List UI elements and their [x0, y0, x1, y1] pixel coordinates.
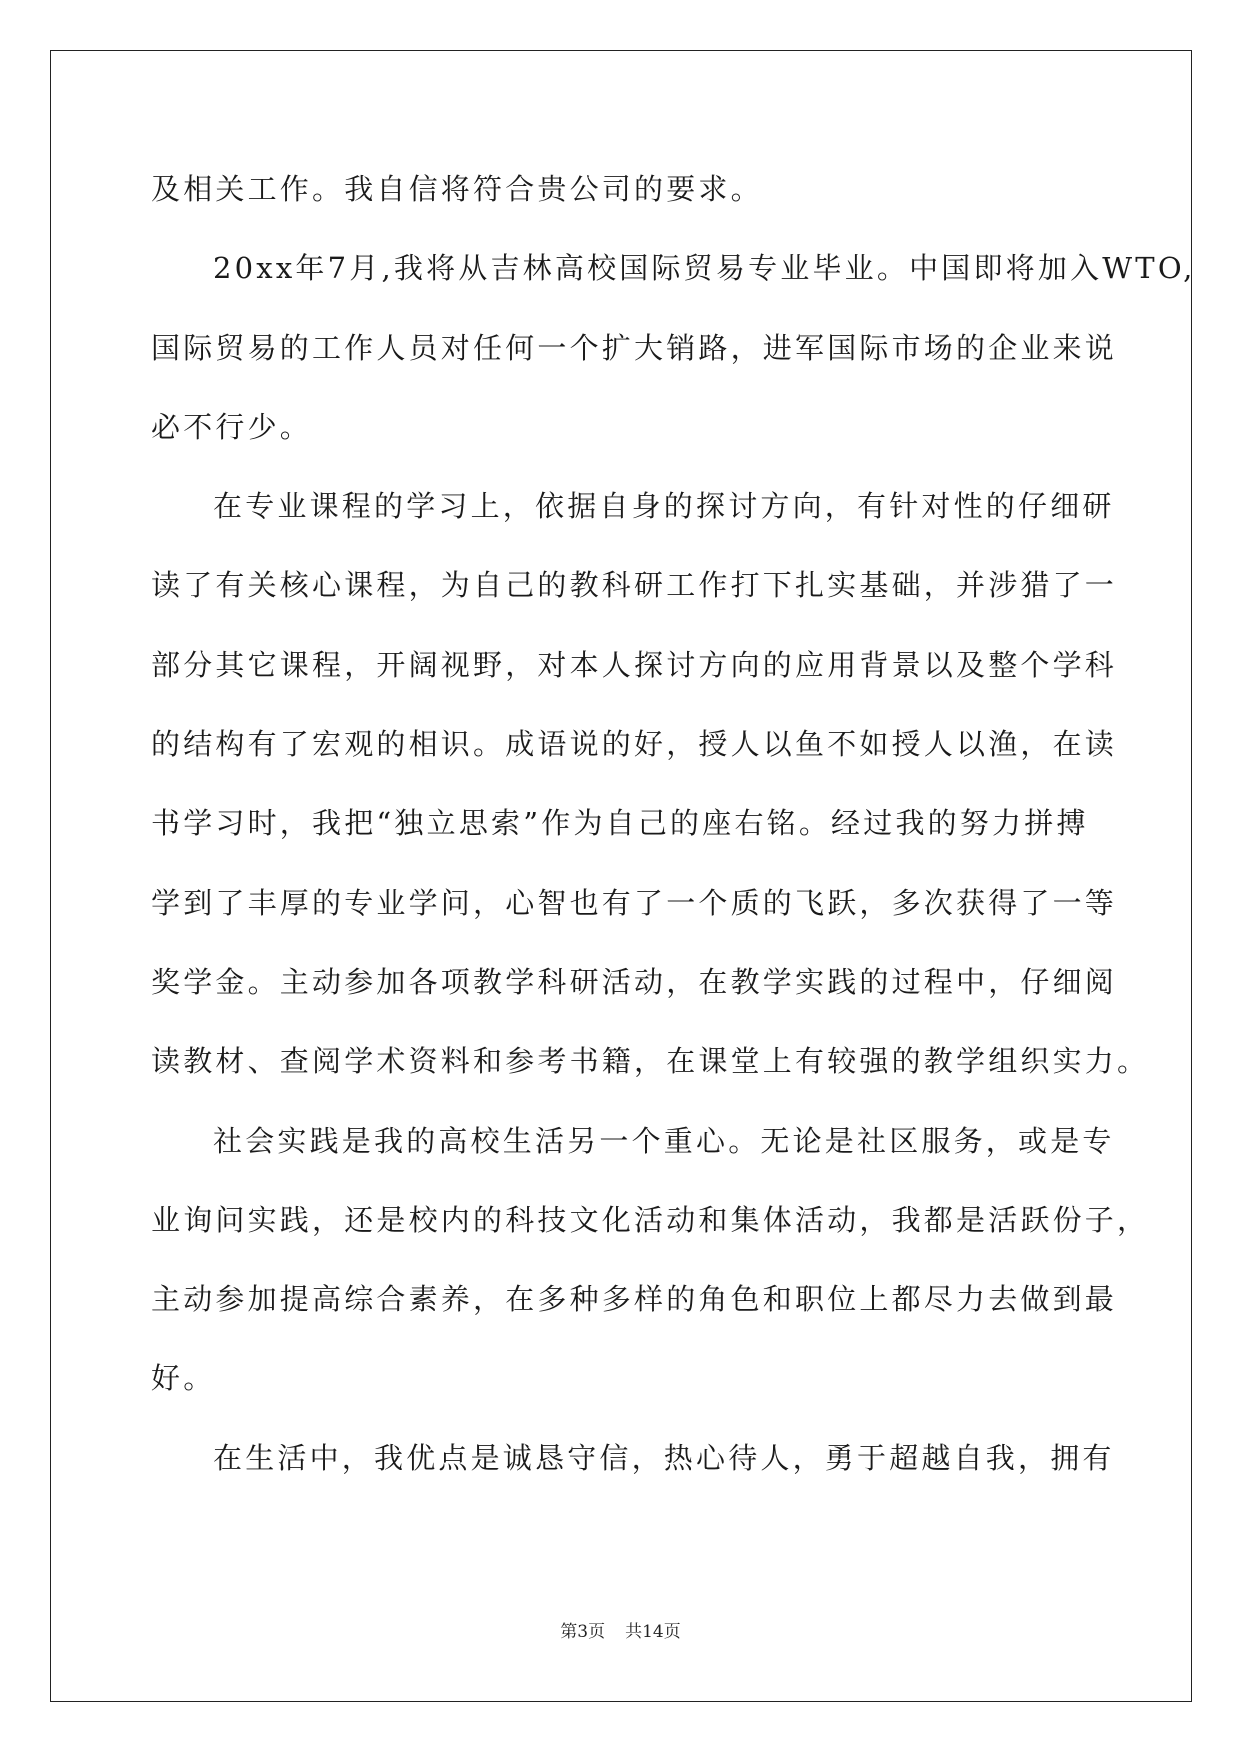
text-line: 必不行少。: [151, 409, 313, 444]
text-line: 在生活中，我优点是诚恳守信，热心待人，勇于超越自我，拥有: [213, 1440, 1115, 1475]
text-line: 20xx年7月,我将从吉林高校国际贸易专业毕业。中国即将加入WTO,: [213, 251, 1196, 286]
text-line: 学到了丰厚的专业学问，心智也有了一个质的飞跃，多次获得了一等: [151, 885, 1118, 920]
page-footer: [0, 1617, 1241, 1642]
current-page-label: 第3页: [560, 1622, 606, 1642]
text-line: 业询问实践，还是校内的科技文化活动和集体活动，我都是活跃份子，: [151, 1202, 1150, 1237]
text-line: 奖学金。主动参加各项教学科研活动，在教学实践的过程中，仔细阅: [151, 964, 1118, 999]
text-line: 社会实践是我的高校生活另一个重心。无论是社区服务，或是专: [213, 1123, 1115, 1158]
text-line: 国际贸易的工作人员对任何一个扩大销路，进军国际市场的企业来说: [151, 330, 1118, 365]
document-body: [151, 150, 1196, 1498]
text-line: 主动参加提高综合素养，在多种多样的角色和职位上都尽力去做到最: [151, 1282, 1118, 1317]
text-line: 书学习时，我把“独立思索”作为自己的座右铭。经过我的努力拼搏: [151, 806, 1089, 841]
total-pages-label: 共14页: [625, 1622, 681, 1642]
text-line: 好。: [151, 1361, 216, 1396]
text-line: 的结构有了宏观的相识。成语说的好，授人以鱼不如授人以渔，在读: [151, 727, 1118, 762]
text-line: 读了有关核心课程，为自己的教科研工作打下扎实基础，并涉猎了一: [151, 568, 1118, 603]
text-line: 部分其它课程，开阔视野，对本人探讨方向的应用背景以及整个学科: [151, 647, 1118, 682]
text-line: 在专业课程的学习上，依据自身的探讨方向，有针对性的仔细研: [213, 489, 1115, 524]
text-line: 及相关工作。我自信将符合贵公司的要求。: [151, 172, 763, 206]
text-line: 读教材、查阅学术资料和参考书籍，在课堂上有较强的教学组织实力。: [151, 1044, 1150, 1079]
